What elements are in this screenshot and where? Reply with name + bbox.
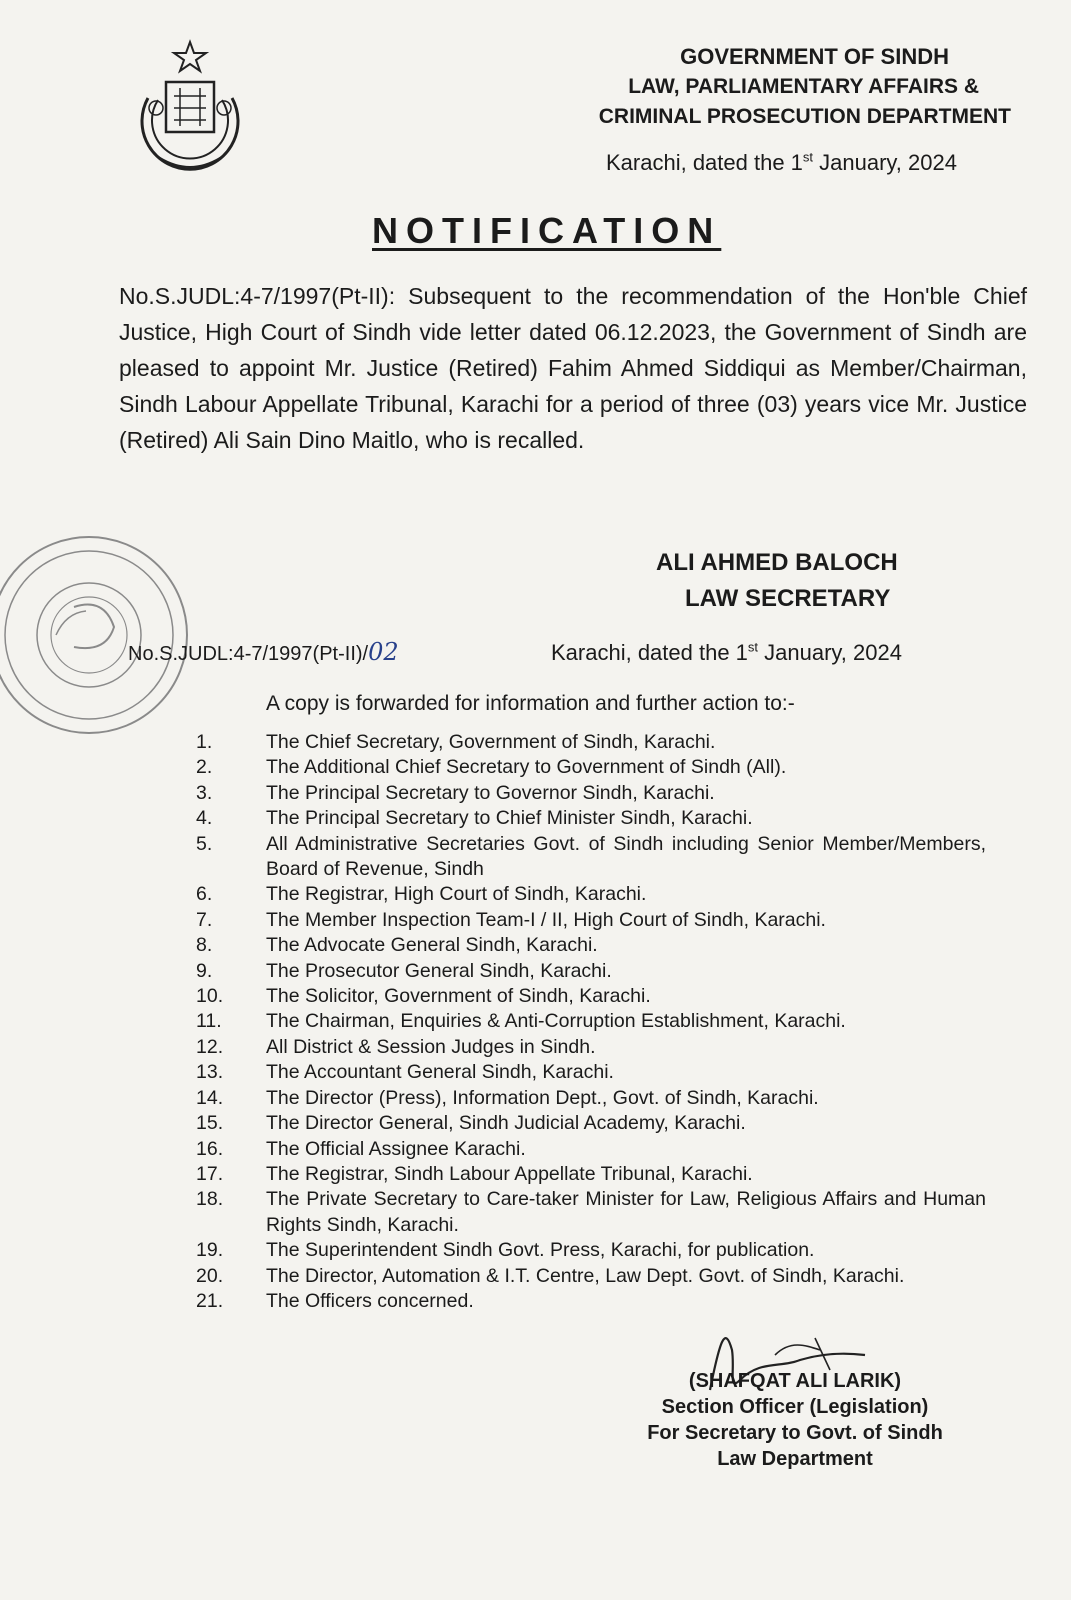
recipient-item	[196, 755, 1026, 780]
recipient-item	[196, 1111, 1026, 1136]
handwritten-number: 02	[368, 638, 399, 666]
recipient-text: The Superintendent Sindh Govt. Press, Karachi, for publication.	[266, 1239, 815, 1262]
recipient-text: The Advocate General Sindh, Karachi.	[266, 934, 598, 957]
recipient-item	[196, 1238, 1026, 1263]
recipient-text: The Private Secretary to Care-taker Minister for Law, Religious Affairs and Human Rights Sindh, Karachi.	[266, 1188, 986, 1236]
recipient-number: 7.	[196, 908, 213, 931]
recipient-text: The Registrar, Sindh Labour Appellate Tribunal, Karachi.	[266, 1162, 753, 1185]
recipient-number: 13.	[196, 1061, 224, 1084]
recipient-text: The Officers concerned.	[266, 1289, 474, 1312]
recipient-number: 15.	[196, 1112, 224, 1135]
recipient-item	[196, 984, 1026, 1009]
recipient-number: 2.	[196, 756, 213, 779]
recipient-number: 3.	[196, 781, 213, 804]
recipient-number: 19.	[196, 1239, 224, 1262]
recipient-item	[196, 1035, 1026, 1060]
recipient-item	[196, 959, 1026, 984]
notification-text: Subsequent to the recommendation of the Hon'ble Chief Justice, High Court of Sindh vide letter dated 06.12.2023, the Government of Sindh are pleased to appoint Mr. Justice (Retired) Fahim Ahmed Siddiqui as Member/Chairman, Sindh Labour Appellate Tribunal, Karachi for a period of three (03) years vice Mr. Justice (Retired) Ali Sain Dino Maitlo, who is recalled.	[119, 283, 1027, 453]
recipient-text: The Principal Secretary to Governor Sindh, Karachi.	[266, 781, 715, 804]
header-line-1: GOVERNMENT OF SINDH	[680, 44, 949, 69]
recipient-item	[196, 908, 1026, 933]
endorsement-date: Karachi, dated the 1st January, 2024	[551, 639, 902, 665]
copy-forwarded-line: A copy is forwarded for information and further action to:-	[266, 692, 795, 715]
header-date: Karachi, dated the 1st January, 2024	[606, 149, 957, 175]
department-header	[599, 42, 1011, 132]
signer-for-line: For Secretary to Govt. of Sindh	[647, 1422, 943, 1444]
notification-body	[119, 278, 1027, 458]
recipient-number: 20.	[196, 1264, 224, 1287]
header-line-2: LAW, PARLIAMENTARY AFFAIRS &	[628, 75, 979, 98]
recipient-number: 12.	[196, 1035, 224, 1058]
sindh-government-seal-logo	[130, 38, 250, 178]
recipient-number: 14.	[196, 1086, 224, 1109]
signatory-name: ALI AHMED BALOCH	[656, 549, 898, 576]
recipient-number: 21.	[196, 1289, 224, 1312]
recipient-number: 10.	[196, 985, 224, 1008]
recipient-item	[196, 1264, 1026, 1289]
recipient-text: All District & Session Judges in Sindh.	[266, 1035, 596, 1058]
recipient-number: 18.	[196, 1188, 224, 1211]
endorsement-ref: No.S.JUDL:4-7/1997(Pt-II)/02	[128, 638, 399, 666]
recipient-item	[196, 1009, 1026, 1034]
recipient-text: The Registrar, High Court of Sindh, Karachi.	[266, 883, 647, 906]
recipient-number: 16.	[196, 1137, 224, 1160]
recipient-text: The Additional Chief Secretary to Government of Sindh (All).	[266, 756, 787, 779]
recipient-item	[196, 1162, 1026, 1187]
recipient-item	[196, 806, 1026, 831]
recipient-item	[196, 933, 1026, 958]
recipient-text: The Principal Secretary to Chief Minister Sindh, Karachi.	[266, 807, 753, 830]
recipient-item	[196, 1137, 1026, 1162]
office-stamp	[0, 515, 199, 755]
recipient-item	[196, 1289, 1026, 1314]
recipient-number: 1.	[196, 731, 213, 753]
recipient-text: All Administrative Secretaries Govt. of Sindh including Senior Member/Members, Board of Revenue, Sindh	[266, 832, 986, 881]
notification-ref: No.S.JUDL:4-7/1997(Pt-II):	[119, 283, 396, 309]
signer-name: (SHAFQAT ALI LARIK)	[688, 1370, 902, 1392]
recipient-text: The Director (Press), Information Dept., Govt. of Sindh, Karachi.	[266, 1086, 819, 1109]
recipient-number: 4.	[196, 807, 213, 830]
recipient-text: The Official Assignee Karachi.	[266, 1137, 526, 1160]
recipient-number: 9.	[196, 959, 213, 982]
recipient-number: 5.	[196, 832, 213, 855]
recipient-text: The Chief Secretary, Government of Sindh, Karachi.	[266, 731, 716, 753]
recipient-text: The Director General, Sindh Judicial Academy, Karachi.	[266, 1112, 746, 1135]
recipient-text: The Chairman, Enquiries & Anti-Corruption Establishment, Karachi.	[266, 1010, 846, 1033]
recipient-item	[196, 1187, 1026, 1238]
recipient-text: The Solicitor, Government of Sindh, Karachi.	[266, 985, 651, 1008]
signer-department: Law Department	[717, 1448, 873, 1470]
recipient-item	[196, 882, 1026, 907]
recipient-item	[196, 730, 1026, 755]
recipient-text: The Prosecutor General Sindh, Karachi.	[266, 959, 612, 982]
recipient-number: 17.	[196, 1162, 224, 1185]
recipient-number: 6.	[196, 883, 213, 906]
recipient-number: 8.	[196, 934, 213, 957]
recipient-item	[196, 1086, 1026, 1111]
signature-block	[620, 1340, 970, 1472]
recipient-number: 11.	[196, 1010, 222, 1033]
signer-designation: Section Officer (Legislation)	[661, 1396, 929, 1418]
recipient-text: The Member Inspection Team-I / II, High Court of Sindh, Karachi.	[266, 908, 826, 931]
recipient-item	[196, 781, 1026, 806]
recipient-item	[196, 832, 1026, 883]
document-title: NOTIFICATION	[372, 210, 722, 251]
signatory-title: LAW SECRETARY	[685, 585, 891, 612]
recipient-text: The Accountant General Sindh, Karachi.	[266, 1061, 614, 1084]
recipient-list	[196, 730, 1026, 1314]
header-line-3: CRIMINAL PROSECUTION DEPARTMENT	[598, 105, 1011, 128]
recipient-item	[196, 1060, 1026, 1085]
recipient-text: The Director, Automation & I.T. Centre, Law Dept. Govt. of Sindh, Karachi.	[266, 1264, 905, 1287]
